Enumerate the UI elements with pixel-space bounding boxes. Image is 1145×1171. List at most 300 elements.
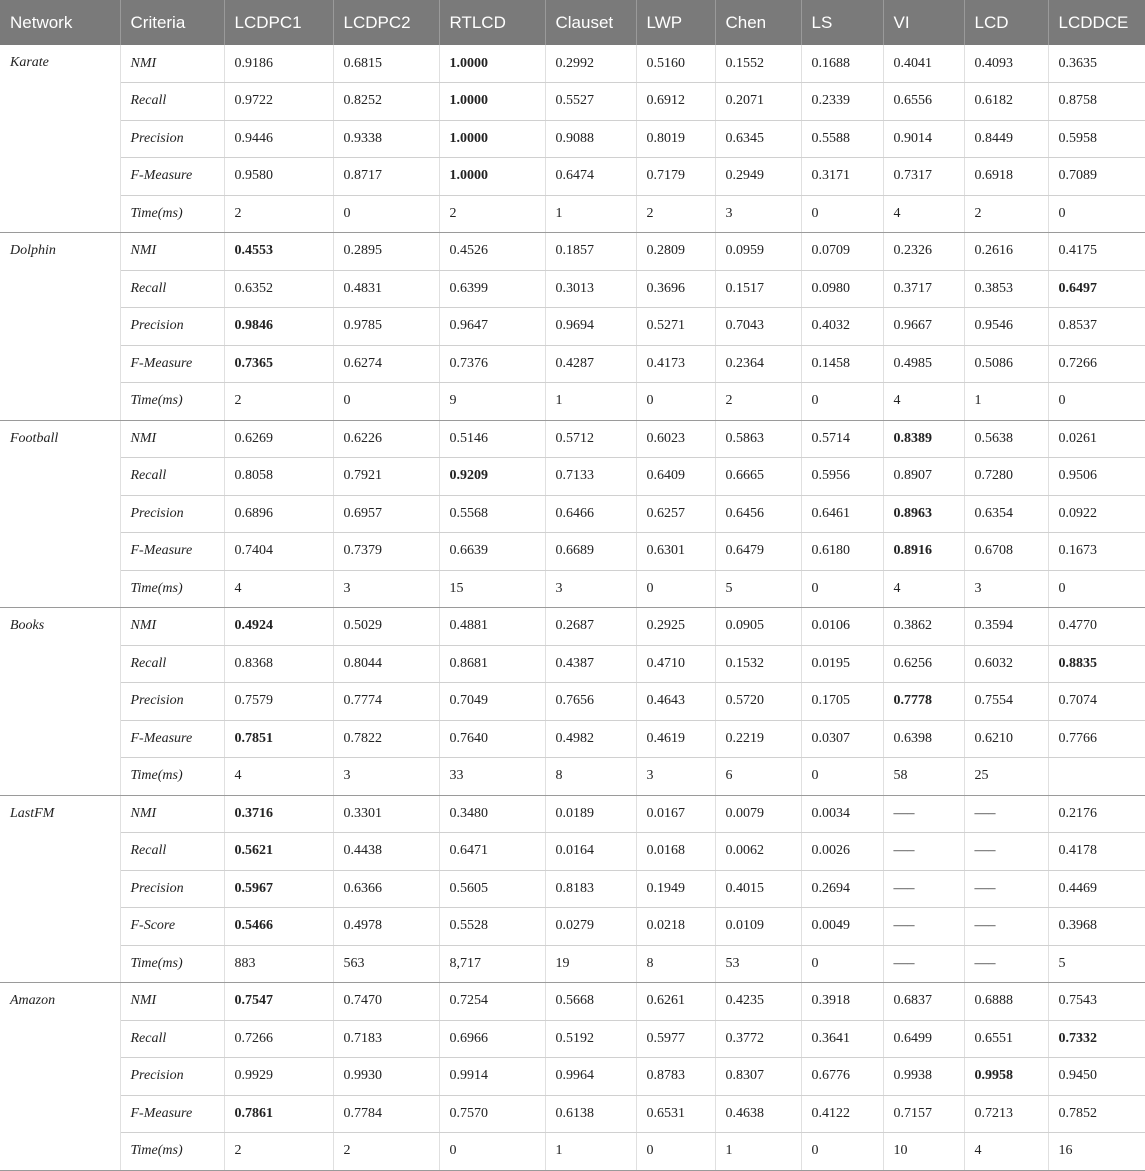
value-cell: 0.1705: [801, 683, 883, 721]
value-cell: 0.7861: [224, 1095, 333, 1133]
value-cell: 0.2992: [545, 45, 636, 83]
value-cell: 0.0959: [715, 233, 801, 271]
value-cell: 2: [715, 383, 801, 421]
value-cell: 0.2339: [801, 83, 883, 121]
value-cell: 0.6256: [883, 645, 964, 683]
value-cell: 883: [224, 945, 333, 983]
value-cell: —–: [883, 833, 964, 871]
value-cell: 0.5714: [801, 420, 883, 458]
value-cell: 0.1517: [715, 270, 801, 308]
value-cell: —–: [964, 795, 1048, 833]
value-cell: 5: [1048, 945, 1145, 983]
value-cell: —–: [883, 870, 964, 908]
value-cell: 0.4553: [224, 233, 333, 271]
value-cell: 4: [224, 758, 333, 796]
value-cell: 0.6474: [545, 158, 636, 196]
value-cell: 0.5568: [439, 495, 545, 533]
value-cell: 0.7266: [1048, 345, 1145, 383]
value-cell: 0.7640: [439, 720, 545, 758]
criteria-cell: Precision: [120, 870, 224, 908]
criteria-cell: Recall: [120, 1020, 224, 1058]
network-cell: Amazon: [0, 983, 120, 1171]
value-cell: 0.0079: [715, 795, 801, 833]
value-cell: 0.7921: [333, 458, 439, 496]
criteria-cell: F-Measure: [120, 158, 224, 196]
value-cell: 0.8058: [224, 458, 333, 496]
value-cell: 0.5146: [439, 420, 545, 458]
value-cell: 0.7404: [224, 533, 333, 571]
value-cell: 0.0049: [801, 908, 883, 946]
value-cell: 0.8389: [883, 420, 964, 458]
value-cell: 0.2925: [636, 608, 715, 646]
value-cell: 0.3641: [801, 1020, 883, 1058]
value-cell: 1: [545, 1133, 636, 1171]
value-cell: 0.0168: [636, 833, 715, 871]
value-cell: 0.9964: [545, 1058, 636, 1096]
value-cell: 0.9938: [883, 1058, 964, 1096]
value-cell: 0.4985: [883, 345, 964, 383]
value-cell: 0.2326: [883, 233, 964, 271]
value-cell: 0.4619: [636, 720, 715, 758]
table-row: [0, 945, 1145, 983]
value-cell: 0.3716: [224, 795, 333, 833]
value-cell: 0.9186: [224, 45, 333, 83]
value-cell: 0.6499: [883, 1020, 964, 1058]
value-cell: 0.6366: [333, 870, 439, 908]
value-cell: 0: [333, 383, 439, 421]
value-cell: 0.6912: [636, 83, 715, 121]
table-row: [0, 420, 1145, 458]
value-cell: 0.0218: [636, 908, 715, 946]
criteria-cell: Precision: [120, 683, 224, 721]
value-cell: 0.7332: [1048, 1020, 1145, 1058]
criteria-cell: F-Measure: [120, 533, 224, 571]
value-cell: 33: [439, 758, 545, 796]
value-cell: 0.7379: [333, 533, 439, 571]
value-cell: 3: [636, 758, 715, 796]
value-cell: 1.0000: [439, 158, 545, 196]
value-cell: 1: [545, 195, 636, 233]
criteria-cell: Recall: [120, 270, 224, 308]
value-cell: 0.6815: [333, 45, 439, 83]
value-cell: 3: [333, 570, 439, 608]
header-lcd: LCD: [964, 0, 1048, 45]
value-cell: 4: [964, 1133, 1048, 1171]
value-cell: 4: [224, 570, 333, 608]
network-cell: Karate: [0, 45, 120, 233]
value-cell: 0.6399: [439, 270, 545, 308]
value-cell: 1.0000: [439, 120, 545, 158]
value-cell: 2: [224, 195, 333, 233]
value-cell: 0.0106: [801, 608, 883, 646]
value-cell: 0.7043: [715, 308, 801, 346]
table-row: [0, 720, 1145, 758]
value-cell: 0.6837: [883, 983, 964, 1021]
value-cell: 0.7317: [883, 158, 964, 196]
table-row: [0, 983, 1145, 1021]
table-row: [0, 233, 1145, 271]
criteria-cell: Precision: [120, 120, 224, 158]
value-cell: 0.0026: [801, 833, 883, 871]
value-cell: 0.9450: [1048, 1058, 1145, 1096]
value-cell: 0.9930: [333, 1058, 439, 1096]
table-row: [0, 1058, 1145, 1096]
value-cell: 0.3171: [801, 158, 883, 196]
table-row: [0, 608, 1145, 646]
table-row: [0, 83, 1145, 121]
value-cell: 0.4978: [333, 908, 439, 946]
value-cell: 2: [333, 1133, 439, 1171]
value-cell: 0: [801, 570, 883, 608]
table-row: [0, 195, 1145, 233]
value-cell: 0.4831: [333, 270, 439, 308]
value-cell: 0.7133: [545, 458, 636, 496]
value-cell: 0.6556: [883, 83, 964, 121]
value-cell: 15: [439, 570, 545, 608]
value-cell: 2: [636, 195, 715, 233]
header-lwp: LWP: [636, 0, 715, 45]
value-cell: 0.6466: [545, 495, 636, 533]
value-cell: 4: [883, 570, 964, 608]
value-cell: 0.8183: [545, 870, 636, 908]
network-cell: Football: [0, 420, 120, 608]
value-cell: 4: [883, 195, 964, 233]
value-cell: 0.4032: [801, 308, 883, 346]
header-chen: Chen: [715, 0, 801, 45]
value-cell: 0.5956: [801, 458, 883, 496]
value-cell: 0.2687: [545, 608, 636, 646]
network-cell: Dolphin: [0, 233, 120, 421]
value-cell: 0.0905: [715, 608, 801, 646]
value-cell: 0.7049: [439, 683, 545, 721]
value-cell: 0.6918: [964, 158, 1048, 196]
value-cell: 0.3862: [883, 608, 964, 646]
value-cell: 0.1458: [801, 345, 883, 383]
value-cell: 0.7656: [545, 683, 636, 721]
value-cell: 6: [715, 758, 801, 796]
value-cell: 0.3853: [964, 270, 1048, 308]
value-cell: 0.5712: [545, 420, 636, 458]
value-cell: 0.5086: [964, 345, 1048, 383]
value-cell: 0.9785: [333, 308, 439, 346]
value-cell: 0.6398: [883, 720, 964, 758]
value-cell: 0.6182: [964, 83, 1048, 121]
table-row: [0, 270, 1145, 308]
criteria-cell: Recall: [120, 645, 224, 683]
criteria-cell: Precision: [120, 308, 224, 346]
value-cell: 0.3717: [883, 270, 964, 308]
criteria-cell: Time(ms): [120, 195, 224, 233]
value-cell: 0.1857: [545, 233, 636, 271]
value-cell: 3: [964, 570, 1048, 608]
value-cell: 0.0261: [1048, 420, 1145, 458]
value-cell: 0.2694: [801, 870, 883, 908]
table-row: [0, 758, 1145, 796]
value-cell: 0: [636, 1133, 715, 1171]
criteria-cell: Recall: [120, 83, 224, 121]
network-cell: Books: [0, 608, 120, 796]
value-cell: 0.5271: [636, 308, 715, 346]
value-cell: 0.4387: [545, 645, 636, 683]
value-cell: 0.8758: [1048, 83, 1145, 121]
value-cell: 0.4438: [333, 833, 439, 871]
value-cell: 0.9958: [964, 1058, 1048, 1096]
header-row: [0, 0, 1145, 45]
table-body: [0, 45, 1145, 1170]
value-cell: 0.4173: [636, 345, 715, 383]
value-cell: 0.7547: [224, 983, 333, 1021]
value-cell: 0.6274: [333, 345, 439, 383]
value-cell: 0.7579: [224, 683, 333, 721]
header-network: Network: [0, 0, 120, 45]
value-cell: 0.9667: [883, 308, 964, 346]
value-cell: 0.2176: [1048, 795, 1145, 833]
value-cell: —–: [883, 795, 964, 833]
value-cell: 25: [964, 758, 1048, 796]
value-cell: 0.7570: [439, 1095, 545, 1133]
value-cell: 0.4178: [1048, 833, 1145, 871]
value-cell: 0.2895: [333, 233, 439, 271]
criteria-cell: F-Measure: [120, 1095, 224, 1133]
value-cell: 0.5668: [545, 983, 636, 1021]
value-cell: 0.4093: [964, 45, 1048, 83]
value-cell: 0.0307: [801, 720, 883, 758]
criteria-cell: NMI: [120, 420, 224, 458]
value-cell: 0: [1048, 195, 1145, 233]
value-cell: 10: [883, 1133, 964, 1171]
table-row: [0, 345, 1145, 383]
value-cell: 0.6032: [964, 645, 1048, 683]
value-cell: 1.0000: [439, 45, 545, 83]
value-cell: 0.6708: [964, 533, 1048, 571]
criteria-cell: NMI: [120, 983, 224, 1021]
value-cell: 0.8252: [333, 83, 439, 121]
value-cell: 0.3480: [439, 795, 545, 833]
value-cell: 0.0164: [545, 833, 636, 871]
value-cell: 0.5605: [439, 870, 545, 908]
value-cell: 0.6023: [636, 420, 715, 458]
value-cell: 4: [883, 383, 964, 421]
value-cell: 0.7213: [964, 1095, 1048, 1133]
value-cell: 0.8963: [883, 495, 964, 533]
value-cell: 0.8044: [333, 645, 439, 683]
criteria-cell: F-Measure: [120, 345, 224, 383]
criteria-cell: NMI: [120, 608, 224, 646]
value-cell: 0.7822: [333, 720, 439, 758]
criteria-cell: Time(ms): [120, 1133, 224, 1171]
table-row: [0, 908, 1145, 946]
value-cell: 0.9914: [439, 1058, 545, 1096]
value-cell: 0.6409: [636, 458, 715, 496]
network-cell: LastFM: [0, 795, 120, 983]
value-cell: 0.6957: [333, 495, 439, 533]
value-cell: 0.1949: [636, 870, 715, 908]
value-cell: 0.9929: [224, 1058, 333, 1096]
value-cell: 0.8835: [1048, 645, 1145, 683]
header-criteria: Criteria: [120, 0, 224, 45]
criteria-cell: NMI: [120, 45, 224, 83]
value-cell: 58: [883, 758, 964, 796]
value-cell: 0.8916: [883, 533, 964, 571]
value-cell: 0.7365: [224, 345, 333, 383]
value-cell: 0.0980: [801, 270, 883, 308]
value-cell: 0.5967: [224, 870, 333, 908]
value-cell: 0.1688: [801, 45, 883, 83]
value-cell: 0.4015: [715, 870, 801, 908]
value-cell: 0.6261: [636, 983, 715, 1021]
value-cell: 0.5720: [715, 683, 801, 721]
value-cell: 0.7778: [883, 683, 964, 721]
criteria-cell: Time(ms): [120, 383, 224, 421]
value-cell: 0.2364: [715, 345, 801, 383]
value-cell: 0.7280: [964, 458, 1048, 496]
value-cell: 0.7851: [224, 720, 333, 758]
value-cell: 0: [801, 758, 883, 796]
value-cell: 0.1552: [715, 45, 801, 83]
value-cell: 0.5621: [224, 833, 333, 871]
value-cell: 0: [1048, 383, 1145, 421]
value-cell: 0.5527: [545, 83, 636, 121]
value-cell: 0.6479: [715, 533, 801, 571]
value-cell: 0.3013: [545, 270, 636, 308]
value-cell: 16: [1048, 1133, 1145, 1171]
value-cell: 0.8368: [224, 645, 333, 683]
value-cell: 3: [545, 570, 636, 608]
value-cell: 0.4770: [1048, 608, 1145, 646]
value-cell: 0.7266: [224, 1020, 333, 1058]
header-lcdpc1: LCDPC1: [224, 0, 333, 45]
criteria-cell: Recall: [120, 458, 224, 496]
value-cell: 0.6301: [636, 533, 715, 571]
value-cell: 0.0167: [636, 795, 715, 833]
table-row: [0, 308, 1145, 346]
table-row: [0, 495, 1145, 533]
value-cell: 0.4982: [545, 720, 636, 758]
value-cell: 0.6551: [964, 1020, 1048, 1058]
value-cell: 0.2949: [715, 158, 801, 196]
value-cell: 0.0109: [715, 908, 801, 946]
header-clauset: Clauset: [545, 0, 636, 45]
table-row: [0, 795, 1145, 833]
value-cell: 0.4638: [715, 1095, 801, 1133]
value-cell: 0.8717: [333, 158, 439, 196]
value-cell: 0.0189: [545, 795, 636, 833]
value-cell: 1.0000: [439, 83, 545, 121]
value-cell: 0.5958: [1048, 120, 1145, 158]
value-cell: 0.4469: [1048, 870, 1145, 908]
criteria-cell: Recall: [120, 833, 224, 871]
value-cell: 0: [801, 383, 883, 421]
table-row: [0, 45, 1145, 83]
value-cell: 0.5466: [224, 908, 333, 946]
header-lcdpc2: LCDPC2: [333, 0, 439, 45]
value-cell: 19: [545, 945, 636, 983]
value-cell: 0.4122: [801, 1095, 883, 1133]
value-cell: 0.5528: [439, 908, 545, 946]
value-cell: 0.7179: [636, 158, 715, 196]
value-cell: 0.7254: [439, 983, 545, 1021]
value-cell: 0.9506: [1048, 458, 1145, 496]
value-cell: 0.6354: [964, 495, 1048, 533]
header-ls: LS: [801, 0, 883, 45]
value-cell: 0.6226: [333, 420, 439, 458]
table-row: [0, 645, 1145, 683]
value-cell: 0.2616: [964, 233, 1048, 271]
header-vi: VI: [883, 0, 964, 45]
value-cell: 0.6896: [224, 495, 333, 533]
table-row: [0, 383, 1145, 421]
value-cell: 0.5588: [801, 120, 883, 158]
value-cell: 0.5192: [545, 1020, 636, 1058]
value-cell: —–: [964, 908, 1048, 946]
header-lcddce: LCDDCE: [1048, 0, 1145, 45]
value-cell: 0.9722: [224, 83, 333, 121]
value-cell: 0.7376: [439, 345, 545, 383]
value-cell: 0.8307: [715, 1058, 801, 1096]
value-cell: 0.6531: [636, 1095, 715, 1133]
criteria-cell: Time(ms): [120, 570, 224, 608]
value-cell: 0: [439, 1133, 545, 1171]
value-cell: 0.0709: [801, 233, 883, 271]
value-cell: 0.9580: [224, 158, 333, 196]
value-cell: —–: [964, 833, 1048, 871]
value-cell: 0.8783: [636, 1058, 715, 1096]
value-cell: 0.6257: [636, 495, 715, 533]
value-cell: 0.7543: [1048, 983, 1145, 1021]
value-cell: 0.7157: [883, 1095, 964, 1133]
value-cell: 0.9088: [545, 120, 636, 158]
value-cell: 1: [715, 1133, 801, 1171]
value-cell: 8: [545, 758, 636, 796]
value-cell: 0: [333, 195, 439, 233]
table-row: [0, 1133, 1145, 1171]
value-cell: 8: [636, 945, 715, 983]
value-cell: 0.1673: [1048, 533, 1145, 571]
value-cell: 0.7074: [1048, 683, 1145, 721]
value-cell: 0.8019: [636, 120, 715, 158]
value-cell: 0.7766: [1048, 720, 1145, 758]
value-cell: 0: [801, 1133, 883, 1171]
value-cell: 0.4175: [1048, 233, 1145, 271]
value-cell: 0.2809: [636, 233, 715, 271]
value-cell: 8,717: [439, 945, 545, 983]
value-cell: 0.8449: [964, 120, 1048, 158]
criteria-cell: Precision: [120, 1058, 224, 1096]
value-cell: 0: [1048, 570, 1145, 608]
table-row: [0, 570, 1145, 608]
value-cell: 0.1532: [715, 645, 801, 683]
value-cell: 0.4924: [224, 608, 333, 646]
table-row: [0, 158, 1145, 196]
criteria-cell: NMI: [120, 233, 224, 271]
table-row: [0, 1095, 1145, 1133]
value-cell: 1: [964, 383, 1048, 421]
value-cell: 2: [439, 195, 545, 233]
value-cell: 0.3918: [801, 983, 883, 1021]
value-cell: 0.6665: [715, 458, 801, 496]
value-cell: —–: [964, 870, 1048, 908]
value-cell: 0.5029: [333, 608, 439, 646]
value-cell: 0.6138: [545, 1095, 636, 1133]
value-cell: 0.5638: [964, 420, 1048, 458]
criteria-cell: Precision: [120, 495, 224, 533]
value-cell: 0.6966: [439, 1020, 545, 1058]
value-cell: 0.6639: [439, 533, 545, 571]
value-cell: —–: [964, 945, 1048, 983]
value-cell: 0.8681: [439, 645, 545, 683]
header-rtlcd: RTLCD: [439, 0, 545, 45]
value-cell: 0.3594: [964, 608, 1048, 646]
